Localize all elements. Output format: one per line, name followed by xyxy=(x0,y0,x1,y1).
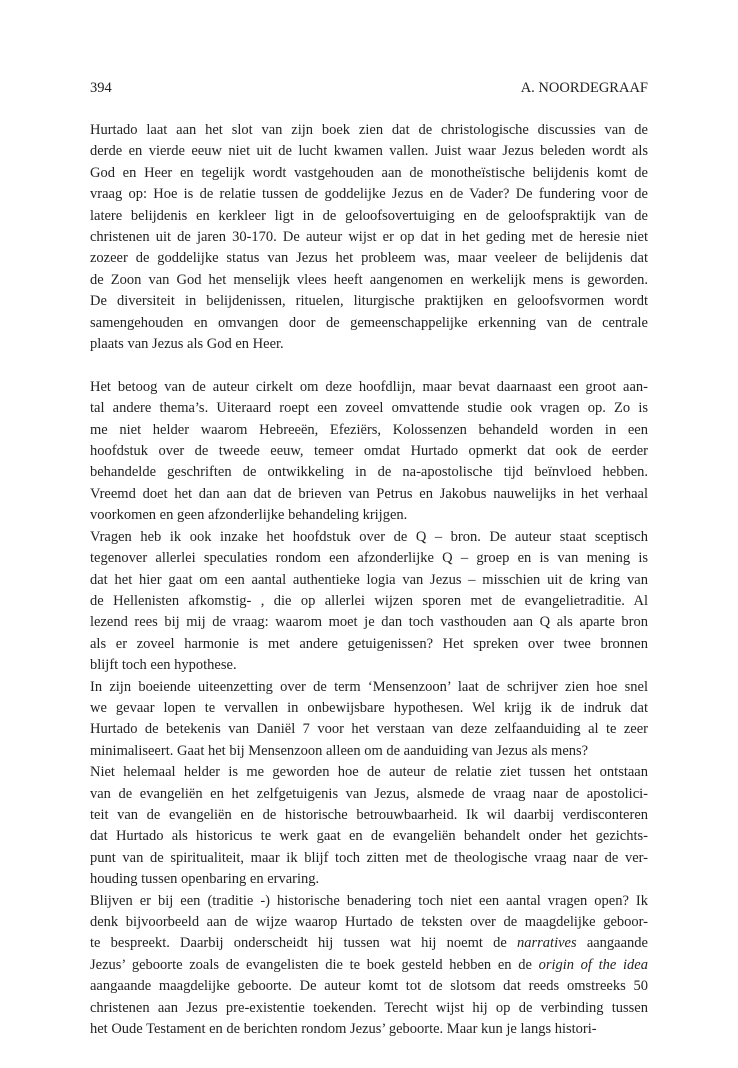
text-line: Vragen heb ik ook inzake het hoofdstuk over de Q – bron. De auteur staat sceptisch xyxy=(90,528,648,545)
text-line: Hurtado laat aan het slot van zijn boek zien dat de christologische discussies van de xyxy=(90,122,648,138)
text-line: Jezus’ geboorte zoals de evangelisten die te boek gesteld hebben en de origin of the idea xyxy=(90,956,648,973)
text-line: minimaliseert. Gaat het bij Mensenzoon alleen om de aanduiding van Jezus als mens? xyxy=(90,742,589,759)
text-line: tal andere thema’s. Uiteraard roept een zoveel omvattende studie ook vragen op. Zo is xyxy=(90,400,648,417)
text-line: plaats van Jezus als God en Heer. xyxy=(90,336,284,353)
paragraph-virgin-birth xyxy=(90,891,648,1041)
text-line: samengehouden en omvangen door de gemeenschappelijke erkenning van de centrale xyxy=(90,314,648,331)
text-line: te bespreekt. Daarbij onderscheidt hij tussen wat hij noemt de narratives aangaande xyxy=(90,935,648,952)
paragraph-son-of-man xyxy=(90,677,648,763)
paragraph-themes xyxy=(90,377,648,527)
paragraph-q-source xyxy=(90,527,648,677)
text-line: derde en vierde eeuw niet uit de lucht kwamen vallen. Juist waar Jezus beleden wordt als xyxy=(90,143,648,160)
text-line: we gevaar lopen te vervallen in onbewijsbare hypothesen. Wel krijg ik de indruk dat xyxy=(90,699,648,716)
text-line: dat het hier gaat om een aantal authentieke logia van Jezus – misschien uit de kring van xyxy=(90,571,648,588)
text-line: denk bijvoorbeeld aan de wijze waarop Hurtado de teksten over de maagdelijke geboor- xyxy=(90,914,648,931)
text-line: punt van de spiritualiteit, maar ik blijf toch zitten met de theologische vraag naar de ver- xyxy=(90,849,648,866)
text-line: houding tussen openbaring en ervaring. xyxy=(90,871,320,888)
text-line: het Oude Testament en de berichten rondom Jezus’ geboorte. Maar kun je langs histori- xyxy=(90,1021,597,1038)
text-line: behandelde geschriften de ontwikkeling in de na-apostolische tijd beïnvloed hebben. xyxy=(90,464,648,481)
text-line: me niet helder waarom Hebreeën, Efeziërs, Kolossenzen behandeld worden in een xyxy=(90,421,648,438)
italic-term: narratives xyxy=(517,935,577,952)
text-line: Niet helemaal helder is me geworden hoe de auteur de relatie ziet tussen het ontstaan xyxy=(90,764,648,781)
text-line: vraag op: Hoe is de relatie tussen de goddelijke Jezus en de Vader? De fundering voor de xyxy=(90,186,648,203)
text-line: voorkomen en geen afzonderlijke behandeling krijgen. xyxy=(90,507,408,524)
italic-term: origin of the idea xyxy=(538,956,648,973)
text-line: tegenover allerlei speculaties rondom een afzonderlijke Q – groep en is van mening is xyxy=(90,550,648,567)
text-line: dat Hurtado als historicus te werk gaat en de evangeliën behandelt onder het gezichts- xyxy=(90,828,648,845)
running-header xyxy=(90,78,648,98)
text-line: teit van de evangeliën en de historische betrouwbaarheid. Ik wil daarbij verdisconteren xyxy=(90,806,648,823)
paragraph-conclusion xyxy=(90,120,648,355)
text-line: de Hellenisten afkomstig- , die op allerlei wijzen sporen met de evangelietraditie. Al xyxy=(90,592,648,609)
running-title: A. NOORDEGRAAF xyxy=(520,80,648,96)
paragraph-gospels xyxy=(90,762,648,890)
text-line: als er zoveel harmonie is met andere getuigenissen? Het spreken over twee bronnen xyxy=(90,635,648,652)
body-text xyxy=(90,120,648,1040)
text-line: hoofdstuk over de tweede eeuw, temeer omdat Hurtado opmerkt dat ook de eerder xyxy=(90,443,648,460)
text-line: christenen uit de jaren 30-170. De auteur wijst er op dat in het geding met de heresie niet xyxy=(90,229,648,246)
text-line: Het betoog van de auteur cirkelt om deze hoofdlijn, maar bevat daarnaast een groot aan- xyxy=(90,378,648,395)
text-line: De diversiteit in belijdenissen, rituelen, liturgische praktijken en geloofsvormen wordt xyxy=(90,293,648,310)
text-line: blijft toch een hypothese. xyxy=(90,657,237,674)
text-line: Hurtado de betekenis van Daniël 7 voor het verstaan van deze zelfaanduiding al te zeer xyxy=(90,721,648,738)
text-line: Blijven er bij een (traditie -) historische benadering toch niet een aantal vragen open? Ik xyxy=(90,892,648,909)
text-line: de Zoon van God het menselijk vlees heeft aangenomen en werkelijk mens is geworden. xyxy=(90,271,648,288)
text-line: Vreemd doet het dan aan dat de brieven van Petrus en Jakobus nauwelijks in het verhaal xyxy=(90,485,648,502)
text-line: van de evangeliën en het zelfgetuigenis van Jezus, alsmede de vraag naar de apostolici- xyxy=(90,785,648,802)
text-line: zozeer de goddelijke status van Jezus het probleem was, maar veeleer de belijdenis dat xyxy=(90,250,648,267)
text-line: God en Heer en tegelijk wordt vastgehouden aan de monotheïstische belijdenis komt de xyxy=(90,164,648,181)
text-line: aangaande maagdelijke geboorte. De auteur komt tot de slotsom dat reeds omstreeks 50 xyxy=(90,978,648,995)
text-line: In zijn boeiende uiteenzetting over de term ‘Mensenzoon’ laat de schrijver zien hoe snel xyxy=(90,678,648,695)
text-line: latere belijdenis en kerkleer ligt in de geloofsovertuiging en de geloofspraktijk van de xyxy=(90,207,648,224)
text-line: lezend rees bij mij de vraag: waarom moet je dan toch vasthouden aan Q als aparte bron xyxy=(90,614,648,631)
text-line: christenen aan Jezus pre-existentie toekenden. Terecht wijst hij op de verbinding tussen xyxy=(90,999,648,1016)
page-number: 394 xyxy=(90,80,112,96)
